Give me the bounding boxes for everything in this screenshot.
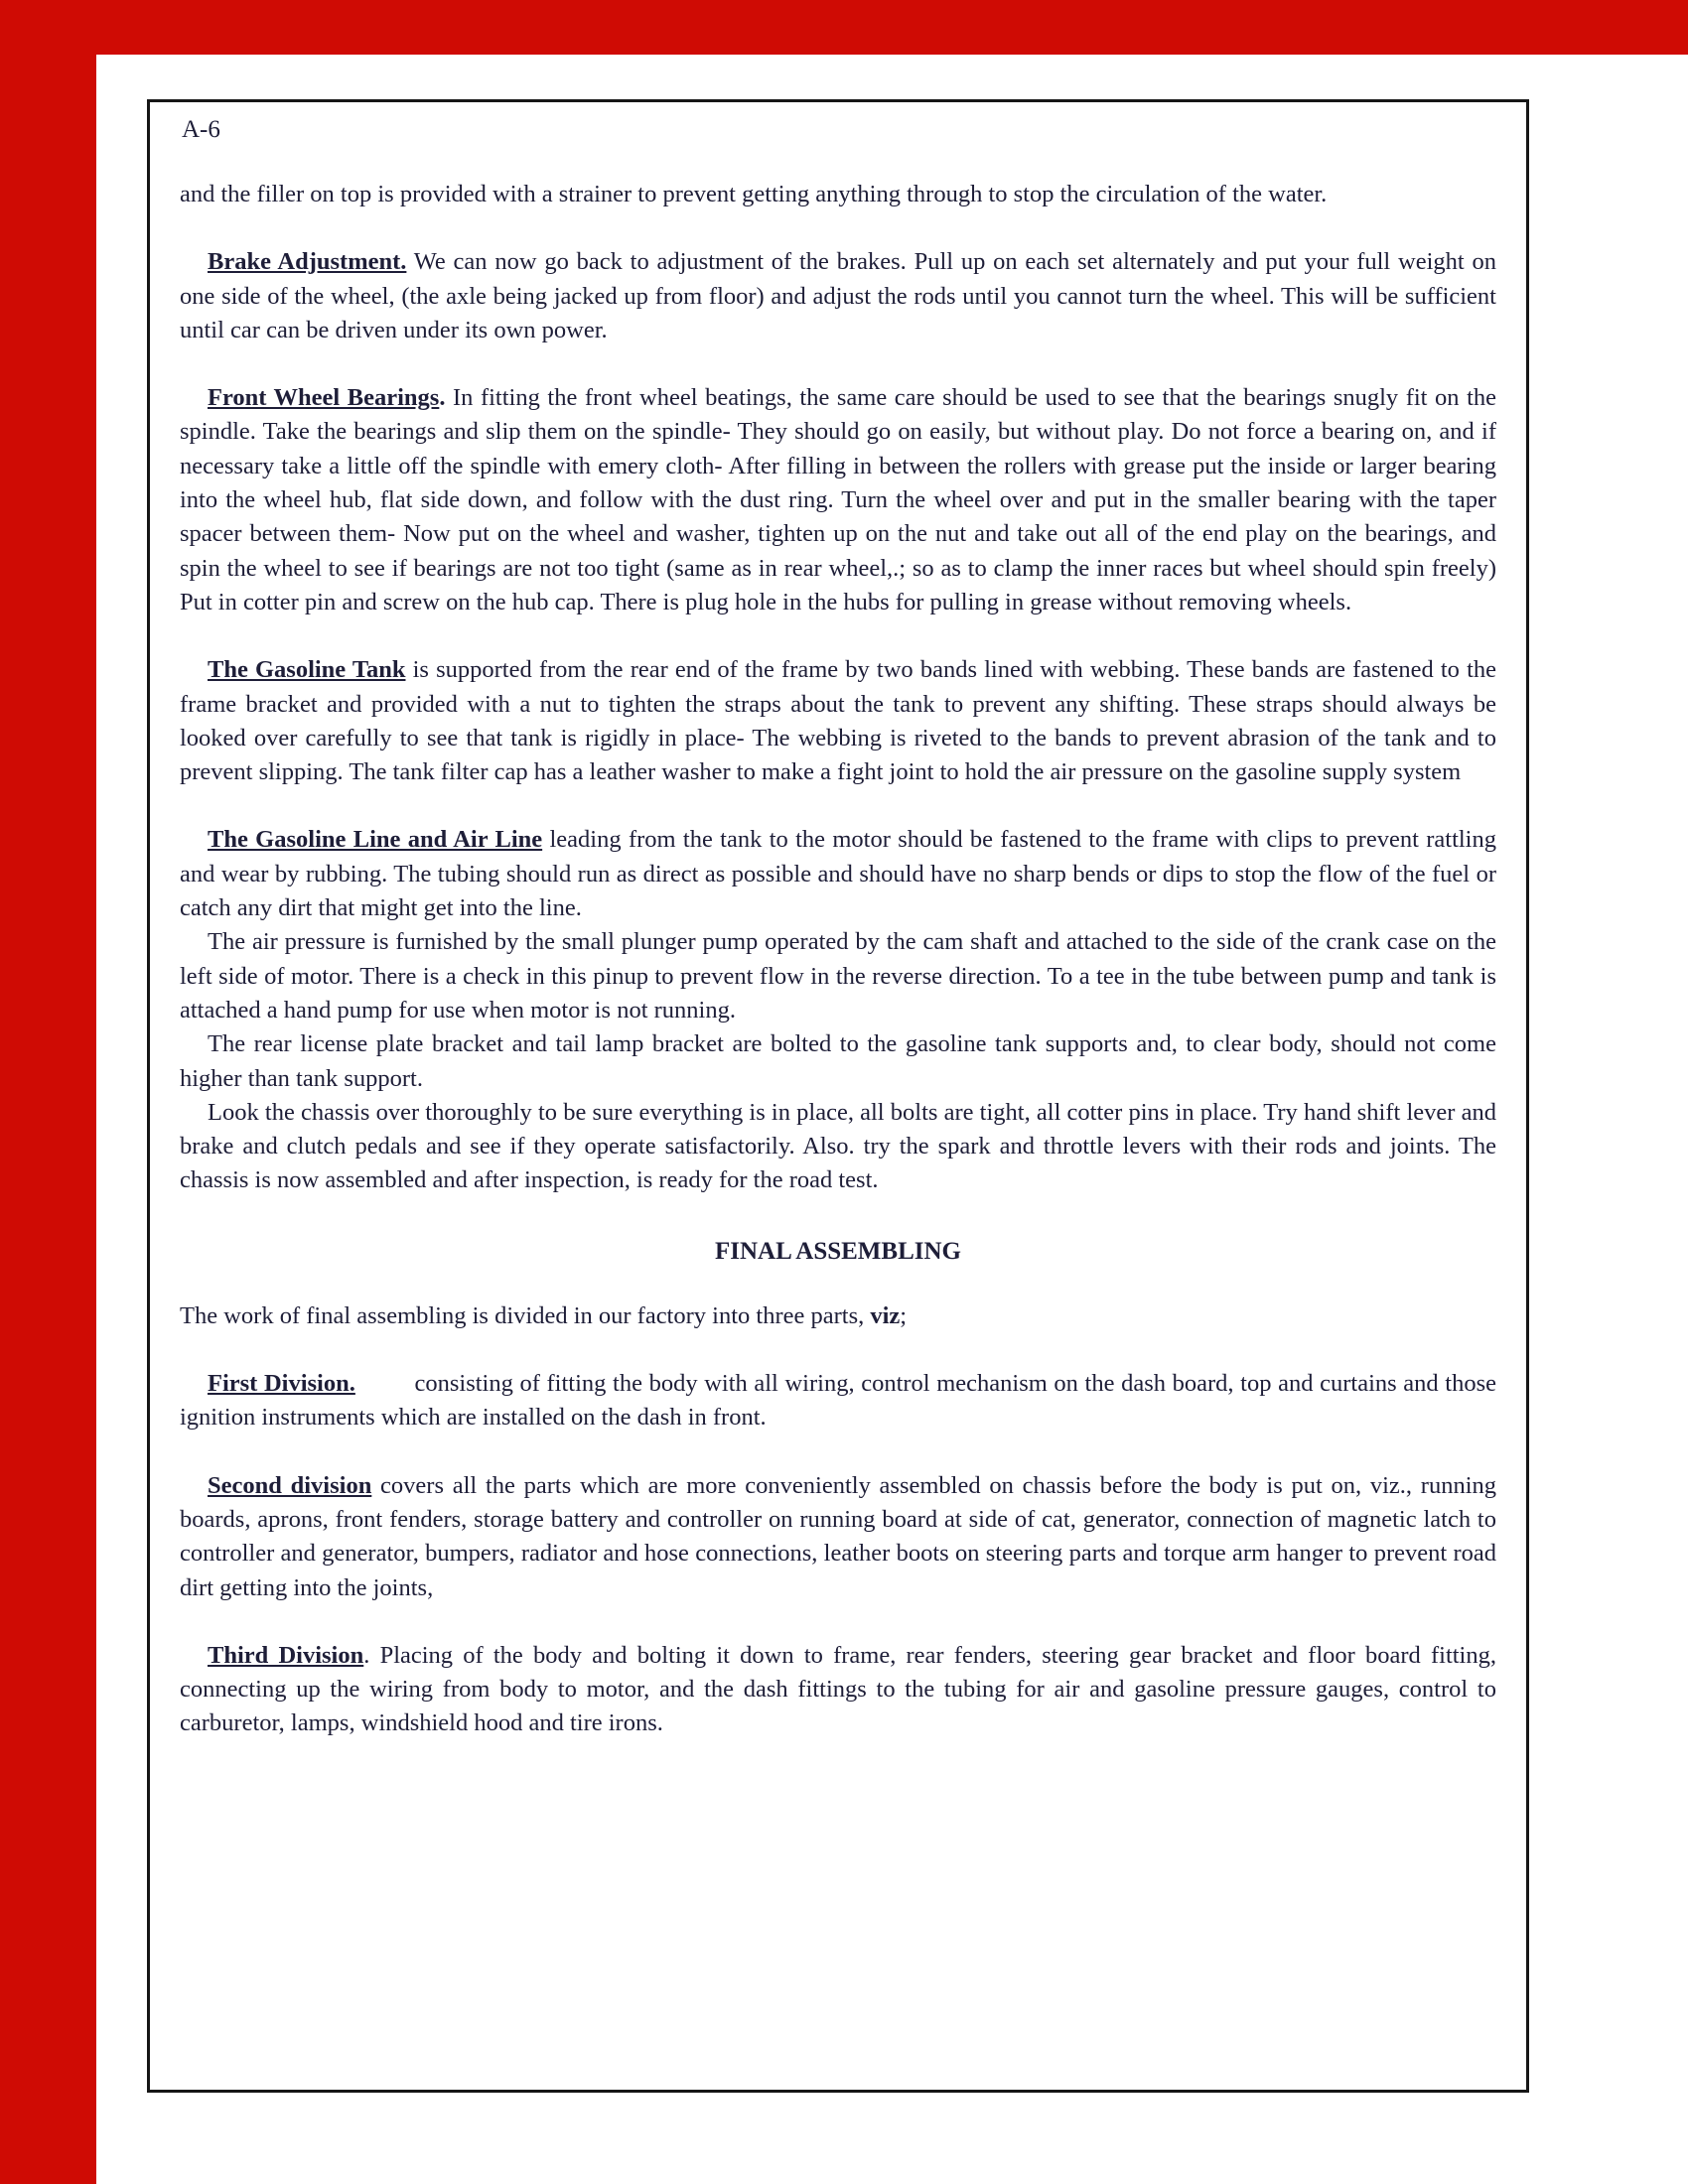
paragraph-text: ;	[900, 1301, 908, 1329]
paragraph-text: The air pressure is furnished by the small plunger pump operated by the cam shaft and attached to the side of the crank case on the left side of motor. There is a check in this pinup to prevent flow in the reverse direction. To a tee in the tube between pump and tank is attached a hand pump for use when motor is not running.	[180, 928, 1496, 1024]
paragraph-lead-text: The Gasoline Tank	[208, 656, 406, 684]
paragraph-second-division	[180, 1469, 1496, 1605]
section-heading-final-assembling	[180, 1238, 1496, 1266]
document-page	[147, 99, 1529, 2093]
paragraph-lead-text: viz	[870, 1301, 901, 1329]
paragraph-text: covers all the parts which are more conveniently assembled on chassis before the body is put on, viz., running boards, aprons, front fenders, storage battery and controller on running board at side of cat, generator, connection of magnetic latch to controller and generator, bumpers, radiator and hose connections, leather boots on steering parts and torque arm hanger to prevent road dirt getting into the joints,	[180, 1471, 1497, 1601]
paragraph-lead-text: Front Wheel Bearings	[208, 384, 440, 412]
paragraph-gasoline-line-air-line	[180, 823, 1496, 925]
paragraph-lead-text: First Division.	[208, 1370, 355, 1398]
left-red-margin-bar	[0, 0, 96, 2184]
paragraph-text: consisting of fitting the body with all wiring, control mechanism on the dash board, top and curtains and those ignition instruments which are installed on the dash in front.	[180, 1370, 1496, 1432]
paragraph-license-plate-bracket	[180, 1027, 1496, 1096]
paragraph-gasoline-tank	[180, 653, 1496, 789]
paragraph-first-division	[180, 1367, 1496, 1435]
paragraph-text: and the filler on top is provided with a strainer to prevent getting anything through to stop the circulation of the water.	[180, 181, 1328, 207]
paragraph-front-wheel-bearings	[180, 381, 1496, 619]
paragraph-brake-adjustment	[180, 245, 1496, 347]
paragraph-text: leading from the tank to the motor should be fastened to the frame with clips to prevent rattling and wear by rubbing. The tubing should run as direct as possible and should have no sharp bends or dips to stop the flow of the fuel or catch any dirt that might get into the line.	[180, 826, 1496, 922]
page-content	[180, 178, 1496, 1741]
paragraph-text: is supported from the rear end of the frame by two bands lined with webbing. These bands are fastened to the frame bracket and provided with a nut to tighten the straps about the tank to prevent any shifting. These straps should always be looked over carefully to see that tank is rigidly in place- The webbing is riveted to the bands to prevent abrasion of the tank and to prevent slipping. The tank filter cap has a leather washer to make a fight joint to hold the air pressure on the gasoline supply system	[180, 656, 1497, 786]
paragraph-text: We can now go back to adjustment of the brakes. Pull up on each set alternately and put your full weight on one side of the wheel, (the axle being jacked up from floor) and adjust the rods until you cannot turn the wheel. This will be sufficient until car can be driven under its own power.	[180, 248, 1496, 343]
paragraph-text: Look the chassis over thoroughly to be sure everything is in place, all bolts are tight, all cotter pins in place. Try hand shift lever and brake and clutch pedals and see if they operate satisfactorily. Also. try the spark and throttle levers with their rods and joints. The chassis is now assembled and after inspection, is ready for the road test.	[180, 1098, 1496, 1194]
paragraph-text: The work of final assembling is divided in our factory into three parts,	[180, 1301, 871, 1329]
top-red-margin-bar	[0, 0, 1688, 55]
paragraph-filler-strainer	[180, 178, 1496, 211]
paragraph-text: The rear license plate bracket and tail lamp bracket are bolted to the gasoline tank supports and, to clear body, should not come higher than tank support.	[180, 1030, 1496, 1092]
paragraph-text: . Placing of the body and bolting it down to frame, rear fenders, steering gear bracket and floor board fitting, connecting up the wiring from body to motor, and the dash fittings to the tubing for air and gasoline pressure gauges, control to carburetor, lamps, windshield hood and tire irons.	[180, 1641, 1496, 1737]
page-number: A-6	[182, 116, 220, 143]
paragraph-air-pressure	[180, 925, 1496, 1027]
paragraph-lead-text: FINAL ASSEMBLING	[715, 1237, 961, 1265]
paragraph-final-assembling-intro	[180, 1299, 1496, 1333]
paragraph-lead-text: Brake Adjustment.	[208, 248, 407, 276]
paragraph-third-division	[180, 1639, 1496, 1741]
paragraph-lead-text: Third Division	[208, 1641, 364, 1669]
paragraph-text: In fitting the front wheel beatings, the same care should be used to see that the bearings snugly fit on the spindle. Take the bearings and slip them on the spindle- They should go on easily, but without play. Do not force a bearing on, and if necessary take a little off the spindle with emery cloth- After filling in between the rollers with grease put the inside or larger bearing into the wheel hub, flat side down, and follow with the dust ring. Turn the wheel over and put in the smaller bearing with the taper spacer between them- Now put on the wheel and washer, tighten up on the nut and take out all of the end play on the bearings, and spin the wheel to see if bearings are not too tight (same as in rear wheel,.; so as to clamp the inner races but wheel should spin freely) Put in cotter pin and screw on the hub cap. There is plug hole in the hubs for pulling in grease without removing wheels.	[180, 384, 1496, 615]
paragraph-lead-text: .	[439, 384, 446, 412]
paragraph-chassis-inspection	[180, 1096, 1496, 1198]
paragraph-lead-text: The Gasoline Line and Air Line	[208, 826, 543, 854]
paragraph-lead-text: Second division	[208, 1471, 372, 1499]
